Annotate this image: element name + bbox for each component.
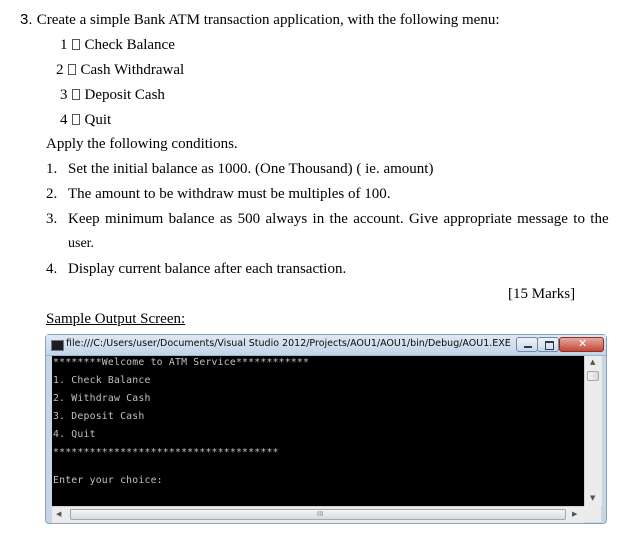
menu-number: 1 xyxy=(60,37,68,53)
horizontal-scrollbar[interactable] xyxy=(52,506,584,523)
minimize-icon xyxy=(524,346,532,348)
sample-output-heading: Sample Output Screen: xyxy=(46,311,186,327)
question-text: Create a simple Bank ATM transaction application, with the following menu: xyxy=(36,12,500,28)
menu-item-deposit-cash xyxy=(60,87,165,104)
checkbox-glyph-icon xyxy=(72,89,80,100)
condition-text: Set the initial balance as 1000. (One Thousand) ( ie. amount) xyxy=(68,161,434,177)
condition-number: 3. xyxy=(46,211,58,227)
scroll-left-icon[interactable]: ◀ xyxy=(56,510,62,518)
conditions-intro: Apply the following conditions. xyxy=(46,136,238,152)
console-output[interactable] xyxy=(52,356,584,506)
condition-3 xyxy=(46,211,609,228)
menu-label: Quit xyxy=(84,112,112,128)
condition-4 xyxy=(46,261,347,278)
condition-1 xyxy=(46,161,434,178)
condition-number: 1. xyxy=(46,161,58,177)
console-line: 2. Withdraw Cash xyxy=(53,393,151,404)
vertical-scroll-thumb[interactable] xyxy=(587,371,599,381)
checkbox-glyph-icon xyxy=(72,114,80,125)
scroll-grip: III xyxy=(317,510,324,518)
scroll-up-icon[interactable]: ▲ xyxy=(590,358,596,366)
console-line: 4. Quit xyxy=(53,429,96,440)
condition-number: 2. xyxy=(46,186,58,202)
console-line: 1. Check Balance xyxy=(53,375,151,386)
condition-text: Keep minimum balance as 500 always in the account. Give appropriate message to the xyxy=(68,211,609,227)
condition-text: Display current balance after each transaction. xyxy=(68,261,347,277)
console-app-icon xyxy=(51,340,64,351)
window-titlebar[interactable] xyxy=(46,335,606,356)
scrollbar-corner xyxy=(584,506,601,522)
scroll-down-icon[interactable]: ▼ xyxy=(590,494,596,502)
horizontal-scroll-thumb[interactable] xyxy=(70,509,566,520)
console-line: ********Welcome to ATM Service************ xyxy=(53,357,310,368)
window-title: file:///C:/Users/user/Documents/Visual Studio 2012/Projects/AOU1/AOU1/bin/Debug/AOU1.EXE xyxy=(66,338,511,349)
marks-label: [15 Marks] xyxy=(508,286,576,302)
minimize-button[interactable] xyxy=(516,337,538,352)
checkbox-glyph-icon xyxy=(68,64,76,75)
menu-number: 2 xyxy=(56,62,64,78)
question-number: 3. xyxy=(20,11,33,28)
condition-text: The amount to be withdraw must be multiples of 100. xyxy=(68,186,391,202)
menu-label: Check Balance xyxy=(84,37,175,53)
close-button[interactable] xyxy=(559,337,604,352)
checkbox-glyph-icon xyxy=(72,39,80,50)
question-heading xyxy=(20,11,500,29)
menu-label: Cash Withdrawal xyxy=(80,62,185,78)
condition-2 xyxy=(46,186,391,203)
vertical-scrollbar[interactable] xyxy=(584,356,602,506)
menu-number: 4 xyxy=(60,112,68,128)
menu-number: 3 xyxy=(60,87,68,103)
condition-number: 4. xyxy=(46,261,58,277)
console-line: 3. Deposit Cash xyxy=(53,411,145,422)
close-icon: ✕ xyxy=(578,337,588,350)
menu-item-quit xyxy=(60,112,111,129)
console-prompt: Enter your choice: xyxy=(53,475,163,486)
menu-item-check-balance xyxy=(60,37,175,54)
maximize-button[interactable] xyxy=(537,337,559,352)
console-window xyxy=(45,334,607,524)
menu-label: Deposit Cash xyxy=(84,87,165,103)
maximize-icon xyxy=(545,341,554,350)
condition-3-continuation: user. xyxy=(68,236,95,251)
console-line: ************************************* xyxy=(53,447,279,458)
scroll-right-icon[interactable]: ▶ xyxy=(572,510,578,518)
menu-item-cash-withdrawal xyxy=(56,62,184,79)
